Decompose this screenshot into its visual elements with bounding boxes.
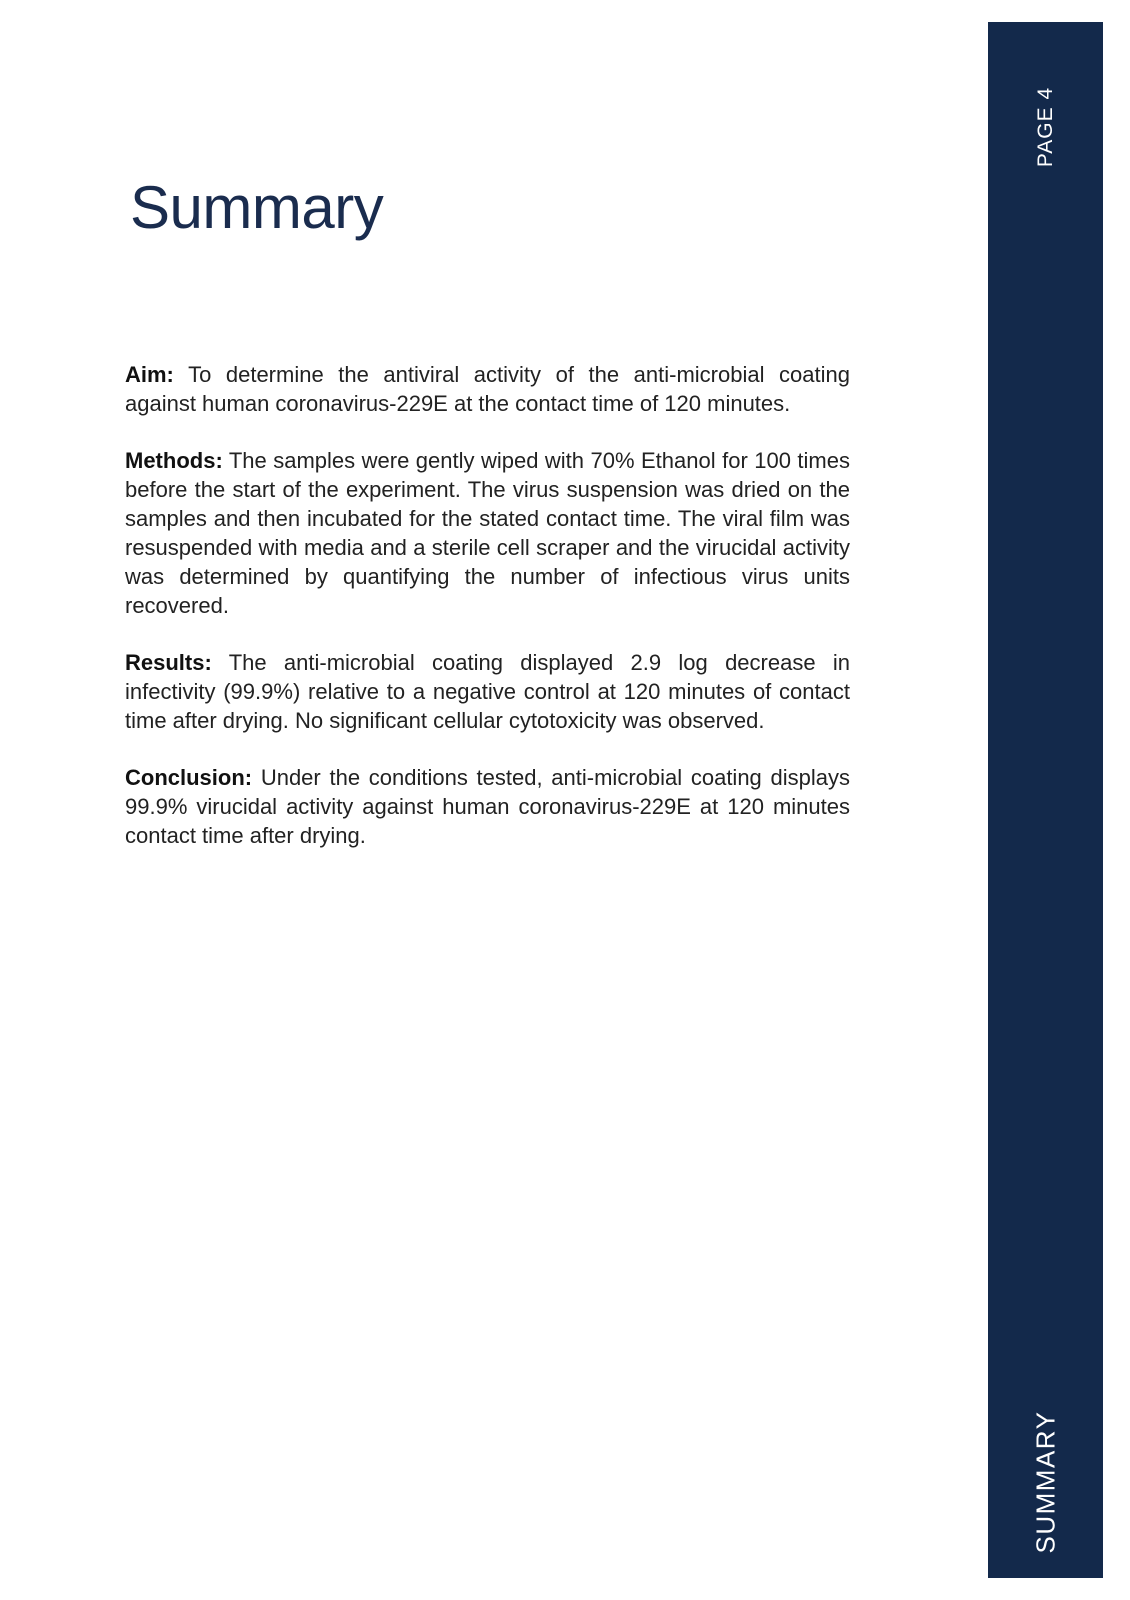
- methods-paragraph: [125, 446, 850, 620]
- results-text: The anti-microbial coating displayed 2.9 log decrease in infectivity (99.9%) relative to a negative control at 120 minutes of contact time after drying. No significant cellular cytotoxicity was observed.: [125, 650, 850, 733]
- page-number-label: PAGE 4: [1033, 86, 1057, 168]
- side-tab-bar: [988, 22, 1103, 1578]
- methods-label: Methods:: [125, 448, 223, 473]
- summary-content: [125, 360, 850, 878]
- page-title: Summary: [130, 174, 384, 241]
- aim-text: To determine the antiviral activity of the anti-microbial coating against human coronavirus-229E at the contact time of 120 minutes.: [125, 362, 850, 416]
- aim-label: Aim:: [125, 362, 174, 387]
- aim-paragraph: [125, 360, 850, 418]
- section-tab-label: SUMMARY: [1030, 1410, 1060, 1554]
- results-paragraph: [125, 648, 850, 735]
- conclusion-paragraph: [125, 763, 850, 850]
- conclusion-label: Conclusion:: [125, 765, 253, 790]
- conclusion-text: Under the conditions tested, anti-microbial coating displays 99.9% virucidal activity against human coronavirus-229E at 120 minutes contact time after drying.: [125, 765, 850, 848]
- results-label: Results:: [125, 650, 212, 675]
- methods-text: The samples were gently wiped with 70% Ethanol for 100 times before the start of the experiment. The virus suspension was dried on the samples and then incubated for the stated contact time. The viral film was resuspended with media and a sterile cell scraper and the virucidal activity was determined by quantifying the number of infectious virus units recovered.: [125, 448, 850, 618]
